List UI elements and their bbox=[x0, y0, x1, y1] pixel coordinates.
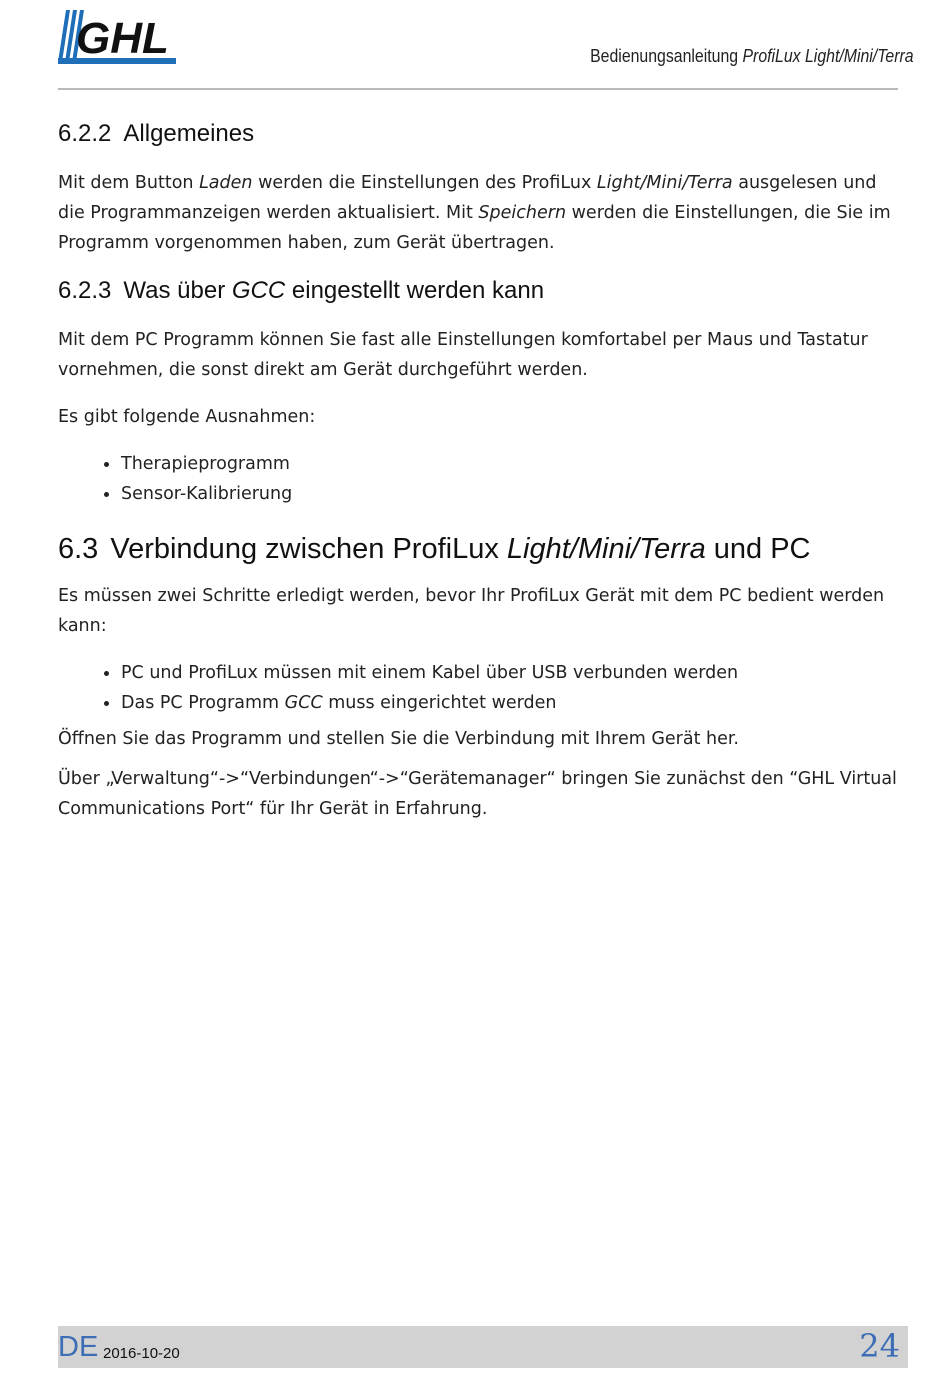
page-footer bbox=[58, 1326, 908, 1368]
list-item: • Sensor-Kalibrierung bbox=[120, 479, 903, 509]
heading-6-2-2 bbox=[58, 118, 903, 150]
emphasis-speichern: Speichern bbox=[478, 203, 567, 223]
paragraph-pc-program: Mit dem PC Programm können Sie fast alle Einstellungen komfortabel per Maus und Tastatur vornehmen, die sonst direkt am Gerät durchgeführt werden. bbox=[58, 330, 868, 380]
ghl-logo bbox=[58, 10, 178, 66]
heading-6-2-3: 6.2.3 Was über GCC eingestellt werden kann bbox=[58, 277, 545, 304]
language-code: DE bbox=[58, 1331, 99, 1363]
document-title bbox=[591, 46, 914, 67]
paragraph-open-program: Öffnen Sie das Programm und stellen Sie die Verbindung mit Ihrem Gerät her. bbox=[58, 729, 739, 749]
page-content bbox=[58, 118, 903, 841]
section-number: 6.3 bbox=[58, 533, 99, 565]
document-date: 2016-10-20 bbox=[103, 1345, 180, 1362]
paragraph-exceptions-intro: Es gibt folgende Ausnahmen: bbox=[58, 407, 316, 427]
steps-list bbox=[58, 658, 903, 718]
paragraph-laden-speichern: Mit dem Button Laden werden die Einstellungen des ProfiLux Light/Mini/Terra ausgelesen und die Programmanzeigen werden aktualisiert. Mit Speichern werden die Einstellungen, die Sie im Programm vorgenommen haben, zum Gerät übertragen. bbox=[58, 173, 891, 253]
list-item: • Das PC Programm GCC muss eingerichtet werden bbox=[120, 688, 903, 718]
paragraph-two-steps: Es müssen zwei Schritte erledigt werden, bevor Ihr ProfiLux Gerät mit dem PC bedient werden kann: bbox=[58, 586, 885, 636]
emphasis-model: Light/Mini/Terra bbox=[596, 173, 733, 193]
header-divider bbox=[58, 88, 898, 90]
emphasis-laden: Laden bbox=[199, 173, 253, 193]
list-item: • Therapieprogramm bbox=[120, 449, 903, 479]
heading-6-3: 6.3 Verbindung zwischen ProfiLux Light/Mini/Terra und PC bbox=[58, 533, 811, 565]
emphasis-gcc: GCC bbox=[284, 693, 323, 713]
section-title: Allgemeines bbox=[123, 120, 255, 147]
document-title-italic: ProfiLux Light/Mini/Terra bbox=[742, 46, 914, 66]
emphasis-gcc: GCC bbox=[231, 277, 286, 304]
page-number: 24 bbox=[859, 1327, 900, 1365]
list-item: • PC und ProfiLux müssen mit einem Kabel über USB verbunden werden bbox=[120, 658, 903, 688]
logo-text: GHL bbox=[76, 14, 169, 63]
document-title-regular: Bedienungsanleitung bbox=[590, 46, 743, 66]
paragraph-device-manager: Über „Verwaltung“->“Verbindungen“->“Gerätemanager“ bringen Sie zunächst den “GHL Virtual Communications Port“ für Ihr Gerät in Erfahrung. bbox=[58, 769, 897, 819]
section-number: 6.2.2 bbox=[58, 120, 112, 147]
exceptions-list bbox=[58, 449, 903, 509]
section-number: 6.2.3 bbox=[58, 277, 112, 304]
emphasis-model: Light/Mini/Terra bbox=[506, 533, 706, 565]
